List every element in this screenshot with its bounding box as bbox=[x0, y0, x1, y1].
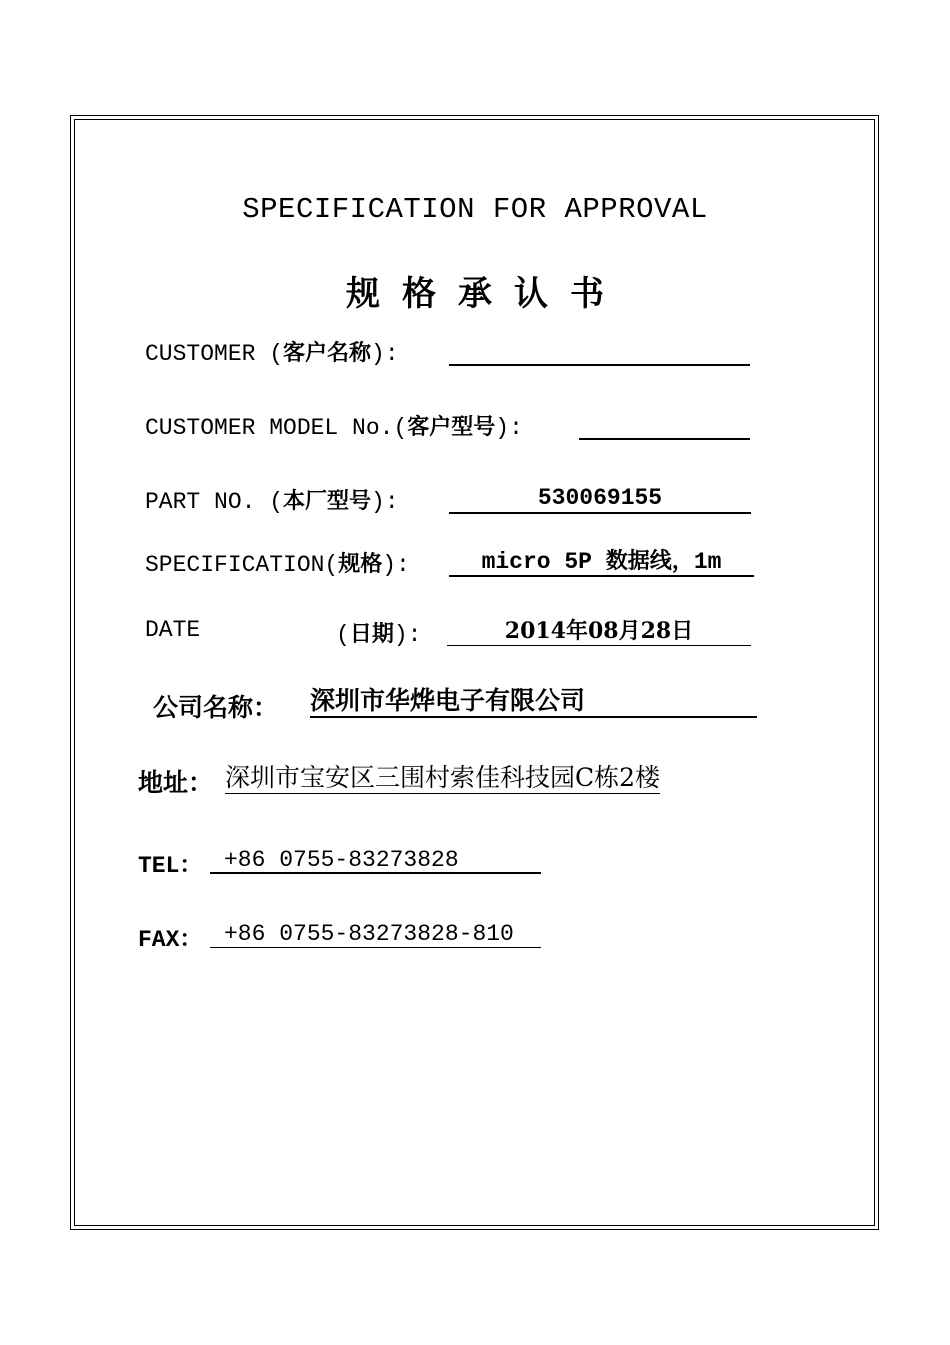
specification-value-field[interactable]: micro 5P 数据线，1m bbox=[449, 547, 754, 577]
title-english: SPECIFICATION FOR APPROVAL bbox=[242, 193, 708, 226]
fax-value: +86 0755-83273828-810 bbox=[210, 920, 541, 948]
specification-label: SPECIFICATION(规格): bbox=[145, 551, 410, 578]
customer-model-value-field[interactable] bbox=[579, 410, 750, 440]
part-no-value-field[interactable]: 530069155 bbox=[449, 484, 751, 514]
address-value: 深圳市宝安区三围村索佳科技园C栋2楼 bbox=[225, 763, 661, 792]
date-label-cn: (日期): bbox=[336, 621, 422, 648]
date-value-field[interactable]: 2014年08月28日 bbox=[447, 617, 751, 646]
part-no-label: PART NO. (本厂型号): bbox=[145, 488, 399, 515]
customer-label: CUSTOMER (客户名称): bbox=[145, 340, 399, 367]
address-label: 地址： bbox=[138, 768, 214, 797]
title-chinese: 规格承认书 bbox=[346, 274, 626, 314]
fax-label: FAX： bbox=[138, 927, 203, 953]
customer-model-label: CUSTOMER MODEL No.(客户型号): bbox=[145, 414, 523, 441]
tel-value: +86 0755-83273828 bbox=[210, 846, 541, 874]
company-name-label: 公司名称： bbox=[153, 693, 279, 722]
company-name-value: 深圳市华烨电子有限公司 bbox=[310, 686, 757, 718]
tel-label: TEL： bbox=[138, 853, 203, 879]
date-label: DATE bbox=[145, 617, 201, 643]
customer-value-field[interactable] bbox=[449, 336, 750, 366]
